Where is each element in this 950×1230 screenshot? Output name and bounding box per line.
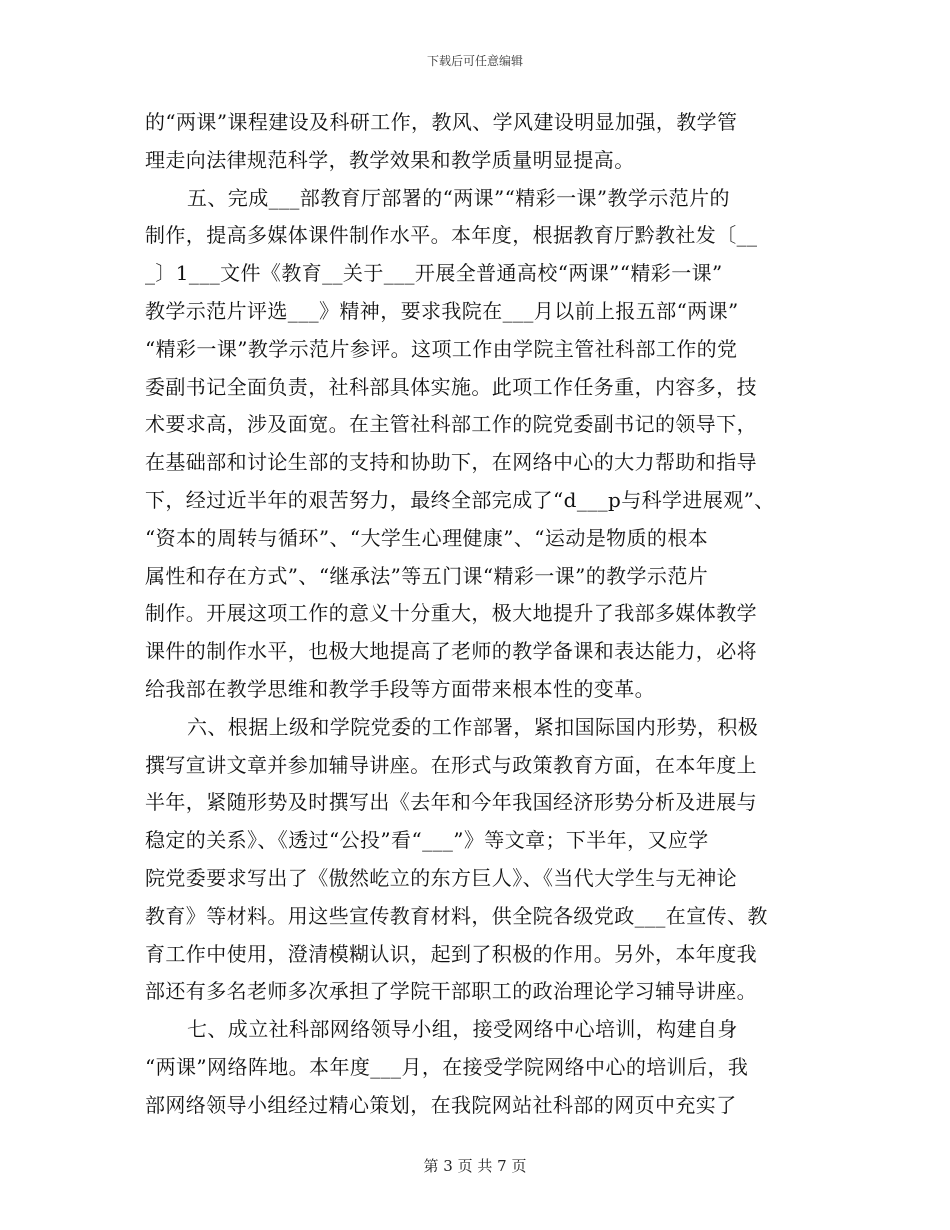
paragraph-seven-start: 七、成立社科部网络领导小组，接受网络中心培训，构建自身	[187, 1017, 738, 1042]
text-line: 属性和存在方式”、“继承法”等五门课“精彩一课”的教学示范片	[145, 563, 709, 588]
document-body	[145, 104, 825, 1125]
text-line: _〕1___文件《教育__关于___开展全普通高校“两课”“精彩一课”	[145, 261, 723, 286]
text-line: 在基础部和讨论生部的支持和协助下，在网络中心的大力帮助和指导	[145, 450, 757, 475]
text-line: 院党委要求写出了《傲然屹立的东方巨人》、《当代大学生与无神论	[145, 865, 737, 890]
text-line: 下，经过近半年的艰苦努力，最终全部完成了“d___p与科学进展观”、	[145, 487, 775, 512]
text-line: “精彩一课”教学示范片参评。这项工作由学院主管社科部工作的党	[145, 336, 738, 361]
text-line: 制作，提高多媒体课件制作水平。本年度，根据教育厅黔教社发〔__	[145, 223, 758, 248]
text-line: 的“两课”课程建设及科研工作，教风、学风建设明显加强，教学管	[145, 110, 738, 134]
header-note: 下载后可任意编辑	[426, 54, 523, 68]
text-line: 委副书记全面负责，社科部具体实施。此项工作任务重，内容多，技	[145, 374, 757, 399]
text-line: 半年，紧随形势及时撰写出《去年和今年我国经济形势分析及进展与	[145, 790, 757, 815]
text-line: 术要求高，涉及面宽。在主管社科部工作的院党委副书记的领导下，	[145, 412, 757, 437]
text-line: 育工作中使用，澄清模糊认识，起到了积极的作用。另外，本年度我	[145, 941, 757, 966]
text-line: 给我部在教学思维和教学手段等方面带来根本性的变革。	[145, 676, 655, 701]
text-line: 稳定的关系》、《透过“公投”看“___”》等文章；下半年，又应学	[145, 828, 709, 853]
text-line: 理走向法律规范科学，教学效果和教学质量明显提高。	[145, 147, 635, 172]
paragraph-six-start: 六、根据上级和学院党委的工作部署，紧扣国际国内形势，积极	[187, 714, 759, 739]
text-line: 制作。开展这项工作的意义十分重大，极大地提升了我部多媒体教学	[145, 601, 757, 626]
text-line: 部网络领导小组经过精心策划，在我院网站社科部的网页中充实了	[145, 1092, 737, 1117]
text-line: “两课”网络阵地。本年度___月，在接受学院网络中心的培训后，我	[145, 1054, 749, 1079]
page-number: 第 3 页 共 7 页	[423, 1157, 527, 1175]
text-line: 教育》等材料。用这些宣传教育材料，供全院各级党政___在宣传、教	[145, 903, 768, 928]
text-line: 课件的制作水平，也极大地提高了老师的教学备课和表达能力，必将	[145, 639, 757, 664]
text-line: 教学示范片评选___》精神，要求我院在___月以前上报五部“两课”	[145, 298, 739, 323]
text-line: 部还有多名老师多次承担了学院干部职工的政治理论学习辅导讲座。	[145, 979, 757, 1004]
text-line: “资本的周转与循环”、“大学生心理健康”、“运动是物质的根本	[145, 525, 709, 550]
text-line: 撰写宣讲文章并参加辅导讲座。在形式与政策教育方面，在本年度上	[145, 752, 757, 777]
paragraph-five-start: 五、完成___部教育厅部署的“两课”“精彩一课”教学示范片的	[187, 185, 730, 210]
